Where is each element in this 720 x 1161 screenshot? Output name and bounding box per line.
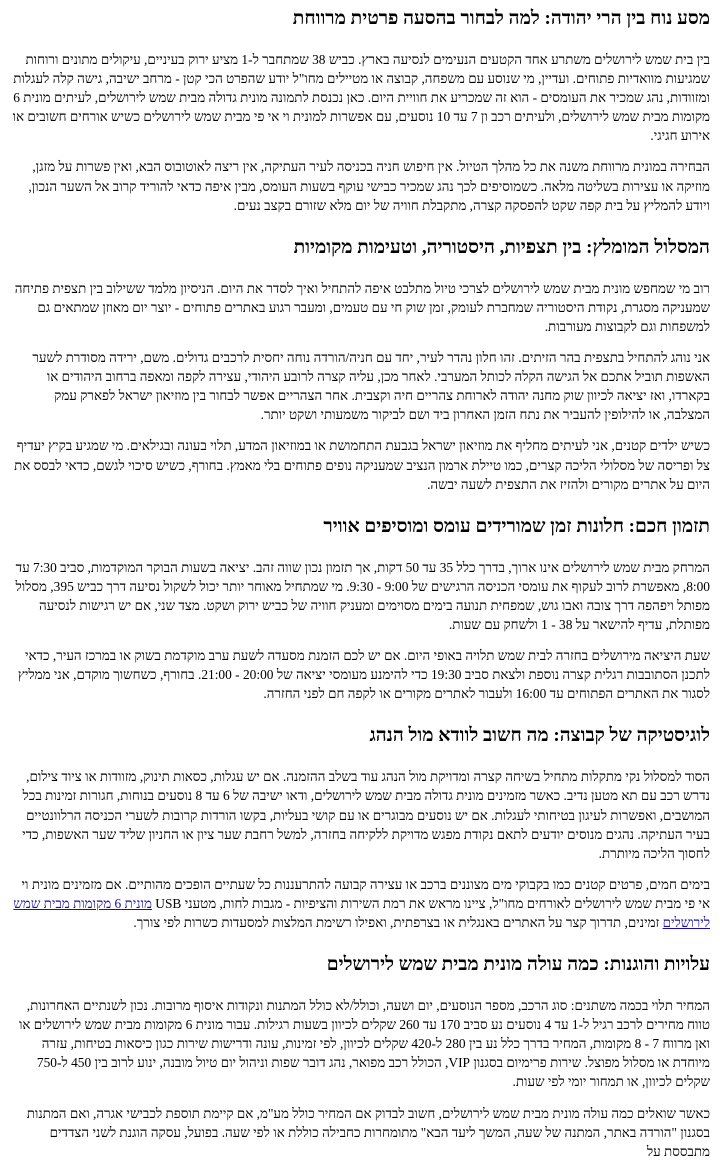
paragraph: הסוד למסלול נקי מתקלות מתחיל בשיחה קצרה ומדויקת מול הנהג עוד בשלב ההזמנה. אם יש עגלות, כסאות תינוק, מזוודות או ציוד צילום, נדרש רכב עם תא מטען נדיב. כאשר מזמינים מונית גדולה מבית שמש לירושלים, ודאו ישיבה של 6 עד 8 נוסעים בנוחות, חגורות זמינות בכל המושבים, ואפשרות לעיגון בטיחותי לעגלות. אם יש נוסעים מבוגרים או עם קושי בעליות, בקשו הורדות קרובות לשערי הכניסה הרלוונטיים בעיר העתיקה. נהגים מנוסים יודעים לתאם נקודת מפגש מדויקת ללקיחה בחזרה, למשל רחבת שער ציון או החניון שליד שער האשפות, כדי לחסוך הליכה מיותרת. <box>22 769 710 861</box>
paragraph-text: בימים חמים, פרטים קטנים כמו בקבוקי מים מצוננים ברכב או עצירה קבועה להתרעננות כל שעתיים הופכים מהותיים. אם מזמינים מונית וי אי פי מבית שמש לירושלים לאורחים מחו"ל, ציינו מראש את רמת השירות והציפיות - מגבות לחות, מטעני USB <box>21 876 710 911</box>
paragraph: רוב מי שמחפש מונית מבית שמש לירושלים לצרכי טיול מתלבט איפה להתחיל ואיך לסדר את היום. הניסיון מלמד ששילוב בין תצפית פתיחה שמעניקה מסגרת, נקודת היסטוריה שמחברת לעומק, זמן שוק חי עם טעמים, ומעבר רגוע באתרים פתוחים - יוצר יום מאוזן שמתאים גם למשפחות וגם לקבוצות מעורבות. <box>14 280 710 334</box>
section-costs <box>8 954 710 1161</box>
paragraph: בין בית שמש לירושלים משתרע אחד הקטעים הנעימים לנסיעה בארץ. כביש 38 שמתחבר ל-1 מציע ירוק בעיניים, עיקולים מתונים ורוחות שמגיעות מוואדיות פתוחים. ועדיין, מי שנוסע עם משפחה, קבוצה או מטיילים מחו"ל יודע שהפרט הכי קטן - מרחב ישיבה, גישה קלה לעגלות ומזוודות, נהג שמכיר את העומסים - הוא זה שמכריע את חוויית היום. כאן נכנסת לתמונה מונית גדולה מבית שמש לירושלים, לעיתים מונית 6 מקומות מבית שמש לירושלים, ולעיתים רכב ון 7 עד 10 נוסעים, עם אפשרות למונית וי אי פי מבית שמש לירושלים כשיש אורחים חשובים או אירוע חגיגי. <box>12 52 710 144</box>
paragraph-with-link <box>8 875 710 932</box>
paragraph: כשיש ילדים קטנים, אני לעיתים מחליף את מוזיאון ישראל בגבעת התחמושת או במוזיאון המדע, תלוי בעונה ובגילאים. מי שמגיע בקיץ יעדיף צל ופריסה של מסלולי הליכה קצרים, כמו טיילת ארמון הנציב שמעניקה נופים פתוחים בלי מאמץ. בחורף, כשיש סיכוי לגשם, כדאי לבסס את היום על אתרים מקורים ולהזיז את התצפית לשעה יבשה. <box>14 438 710 492</box>
section-smart-timing <box>8 516 710 704</box>
paragraph: שעת היציאה מירושלים בחזרה לבית שמש תלויה באופי היום. אם יש לכם הזמנת מסעדה לשעת ערב מוקדמת בשוק או במרכז העיר, כדאי לתכנן הסתובבות רגלית קצרה נוספת ולצאת סביב 19:30 כדי להימנע מעומסי יציאה של 20:00 - 21:00. בחורף, כשחשוך מוקדם, אני ממליץ לסגור את האתרים הפתוחים עד 16:00 ולעבור לאתרים מקורים או לקפה חם לפני החזרה. <box>17 648 710 702</box>
article-title: מסע נוח בין הרי יהודה: למה לבחור בהסעה פרטית מרווחת <box>292 8 710 29</box>
section-recommended-route <box>8 237 710 494</box>
section-heading: תזמון חכם: חלונות זמן שמורידים עומס ומוסיפים אוויר <box>323 515 710 537</box>
taxi-6-seats-link[interactable]: מונית 6 מקומות מבית שמש לירושלים <box>13 895 710 930</box>
section-heading: לוגיסטיקה של קבוצה: מה חשוב לוודא מול הנהג <box>369 725 710 747</box>
paragraph: המחיר תלוי בכמה משתנים: סוג הרכב, מספר הנוסעים, יום ושעה, וכולל/לא כולל המתנות ונקודות איסוף מרובות. נכון לשנתיים האחרונות, טווח מחירים לרכב רגיל ל-1 עד 4 נוסעים נע סביב 170 עד 260 שקלים לכיוון בשעות רגילות. עבור מונית 6 מקומות מבית שמש לירושלים או ואן מרווח 7 - 8 מקומות, המחיר בדרך כלל נע בין 280 ל-420 שקלים לכיוון, לפי זמינות, עונה ודרישות שירות כגון כיסאות בטיחות, עזרה מיוחדת או מסלול מפוצל. שירות פרימיום בסגנון VIP, הכולל רכב מפואר, נהג דובר שפות וניהול יום טיול מובנה, ינוע לרוב בין 450 ל-750 שקלים לכיוון, או תמחור יומי לפי שעות. <box>18 998 710 1090</box>
section-intro <box>8 50 710 215</box>
section-heading: עלויות והוגנות: כמה עולה מונית מבית שמש לירושלים <box>326 954 710 976</box>
paragraph: אני נוהג להתחיל בתצפית בהר הזיתים. זהו חלון נהדר לעיר, יחד עם חניה/הורדה נוחה יחסית לרכבים גדולים. משם, ירידה מסודרת לשער האשפות תוביל אתכם אל הגישה הקלה לכותל המערבי. לאחר מכן, עליה קצרה לרובע היהודי, עצירה לקפה ומאפה ברחוב היהודים או בקארדו, ואז יציאה לכיוון שוק מחנה יהודה לארוחת צהריים חיה וקצבית. אחר הצהריים אפשר לבחור בין מוזיאון ישראל לפארק עמק המצלבה, או להילופין להעביר את נתח הזמן האחרון ביד ושם לביקור משמעותי ושקט יותר. <box>32 350 710 423</box>
paragraph: המרחק מבית שמש לירושלים אינו ארוך, בדרך כלל 35 עד 50 דקות, אך תזמון נכון שווה זהב. יציאה בשעות הבוקר המוקדמות, סביב 7:30 עד 8:00, מאפשרת לרוב לעקוף את עומסי הכניסה הרגישים של 9:00 - 9:30. מי שמתחיל מאוחר יותר יכול לשקול נסיעה דרך כביש 395, מסלול מפותל ויפהפה דרך צובה ואבו גוש, שמפחית תנועה בימים מסוימים ומעניק חוויה של כביש ירוק ושקט. מצד שני, אם יש רגישות לנסיעה מפותלת, עדיף להישאר על 38 - 1 ולשחק עם שעות. <box>15 559 710 632</box>
section-group-logistics <box>8 725 710 932</box>
paragraph: כאשר שואלים כמה עולה מונית מבית שמש לירושלים, חשוב לבדוק אם המחיר כולל מע"מ, אם קיימת תוספת לכבישי אגרה, ואם המתנות בסגנון "הורדה באתר, המתנה של שעה, המשך ליעד הבא" מתומחרות כחבילה כוללת או לפי שעה. בפועל, עסקה הוגנת לשני הצדדים מתבססת על <box>26 1105 710 1159</box>
paragraph-text: זמינים, תדרוך קצר על האתרים באנגלית או בצרפתית, ואפילו רשימת המלצות למסעדות כשרות לפי צורך. <box>133 915 663 930</box>
paragraph: הבחירה במונית מרווחת משנה את כל מהלך הטיול. אין חיפוש חניה בכניסה לעיר העתיקה, אין ריצה לאוטובוס הבא, ואין פשרות על מזגן, מוזיקה או עצירות בשליטה מלאה. כשמוסיפים לכך נהג שמכיר כבישי עוקף בשעות העומס, מבין איפה כדאי להוריד קרוב אל השער הנכון, ויודע להמליץ על בית קפה שקט להפסקה קצרה, מתקבלת חוויה של יום מלא שזורם בקצב נעים. <box>28 159 710 213</box>
section-heading: המסלול המומלץ: בין תצפיות, היסטוריה, וטעימות מקומיות <box>293 236 710 258</box>
